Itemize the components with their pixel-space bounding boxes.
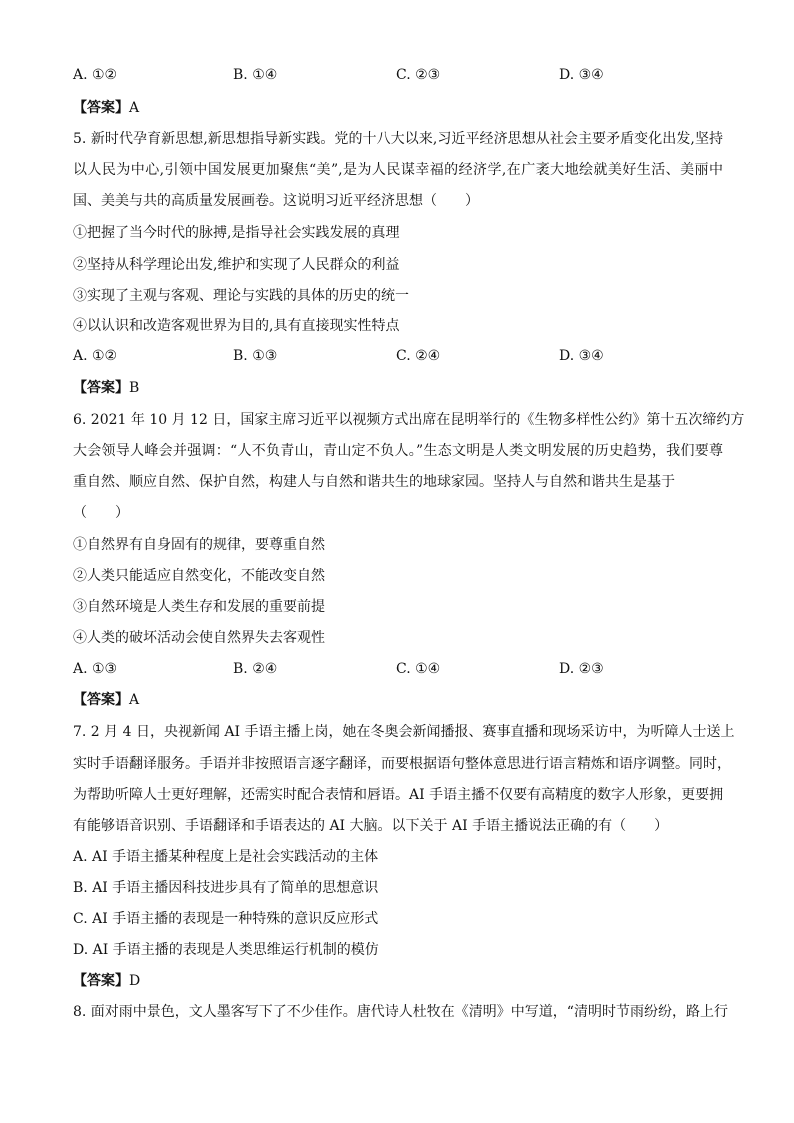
q4-option-d: D. ③④ [559, 67, 604, 83]
q6-answer [73, 690, 139, 710]
q5-item-2: ②坚持从科学理论出发,维护和实现了人民群众的利益 [73, 257, 400, 273]
q5-stem-line-2: 以人民为中心,引领中国发展更加聚焦“美”,是为人民谋幸福的经济学,在广袤大地绘就美好生活、美丽中 [73, 162, 723, 178]
q5-answer [73, 378, 139, 398]
q5-stem-line-3: 国、美美与共的高质量发展画卷。这说明习近平经济思想（ ） [73, 193, 479, 209]
q7-stem-line-3: 为帮助听障人士更好理解，还需实时配合表情和唇语。AI 手语主播不仅要有高精度的数字人形象，更要拥 [73, 787, 724, 803]
q6-stem-line-1: 6. 2021 年 10 月 12 日，国家主席习近平以视频方式出席在昆明举行的《生物多样性公约》第十五次缔约方 [73, 412, 745, 428]
answer-label: 【答案】 [73, 100, 129, 116]
q7-answer [73, 971, 140, 991]
q6-stem-line-4: （ ） [73, 505, 129, 521]
q6-option-a: A. ①③ [73, 661, 118, 677]
q6-item-1: ①自然界有自身固有的规律，要尊重自然 [73, 537, 325, 553]
q6-item-2: ②人类只能适应自然变化，不能改变自然 [73, 568, 325, 584]
q4-answer [73, 98, 139, 118]
q7-choice-a: A. AI 手语主播某种程度上是社会实践活动的主体 [73, 849, 379, 865]
q4-option-a: A. ①② [73, 67, 118, 83]
answer-value: B [129, 380, 140, 396]
q6-item-3: ③自然环境是人类生存和发展的重要前提 [73, 599, 325, 615]
q4-option-c: C. ②③ [396, 67, 441, 83]
q7-stem-line-2: 实时手语翻译服务。手语并非按照语言逐字翻译，而要根据语句整体意思进行语言精炼和语序调整。同时， [73, 756, 731, 772]
answer-label: 【答案】 [73, 380, 129, 396]
q8-stem-line-1: 8. 面对雨中景色，文人墨客写下了不少佳作。唐代诗人杜牧在《清明》中写道，“清明时节雨纷纷，路上行 [73, 1004, 728, 1020]
q7-choice-b: B. AI 手语主播因科技进步具有了简单的思想意识 [73, 880, 379, 896]
q5-item-3: ③实现了主观与客观、理论与实践的具体的历史的统一 [73, 288, 409, 304]
q6-item-4: ④人类的破坏活动会使自然界失去客观性 [73, 630, 325, 646]
answer-label: 【答案】 [73, 692, 129, 708]
q5-option-b: B. ①③ [233, 348, 278, 364]
q6-stem-line-3: 重自然、顺应自然、保护自然，构建人与自然和谐共生的地球家园。坚持人与自然和谐共生是基于 [73, 474, 675, 490]
q6-option-b: B. ②④ [233, 661, 278, 677]
q5-option-c: C. ②④ [396, 348, 441, 364]
answer-value: A [129, 100, 140, 116]
answer-value: A [129, 692, 140, 708]
q5-stem-line-1: 5. 新时代孕育新思想,新思想指导新实践。党的十八大以来,习近平经济思想从社会主要矛盾变化出发,坚持 [73, 131, 723, 147]
q7-choice-d: D. AI 手语主播的表现是人类思维运行机制的模仿 [73, 942, 379, 958]
q4-options [73, 65, 733, 85]
q6-options [73, 659, 733, 679]
q7-stem-line-1: 7. 2 月 4 日，央视新闻 AI 手语主播上岗，她在冬奥会新闻播报、赛事直播和现场采访中，为听障人士送上 [73, 724, 735, 740]
answer-label: 【答案】 [73, 973, 129, 989]
q5-item-1: ①把握了当今时代的脉搏,是指导社会实践发展的真理 [73, 225, 400, 241]
q5-option-d: D. ③④ [559, 348, 604, 364]
q5-item-4: ④以认识和改造客观世界为目的,具有直接现实性特点 [73, 318, 400, 334]
q7-stem-line-4: 有能够语音识别、手语翻译和手语表达的 AI 大脑。以下关于 AI 手语主播说法正确的有（ ） [73, 818, 669, 834]
q4-option-b: B. ①④ [233, 67, 278, 83]
q5-option-a: A. ①② [73, 348, 118, 364]
answer-value: D [129, 973, 141, 989]
q6-option-d: D. ②③ [559, 661, 604, 677]
q7-choice-c: C. AI 手语主播的表现是一种特殊的意识反应形式 [73, 911, 379, 927]
q6-option-c: C. ①④ [396, 661, 441, 677]
q5-options [73, 346, 733, 366]
q6-stem-line-2: 大会领导人峰会并强调：“人不负青山，青山定不负人。”生态文明是人类文明发展的历史趋势，我们要尊 [73, 443, 723, 459]
